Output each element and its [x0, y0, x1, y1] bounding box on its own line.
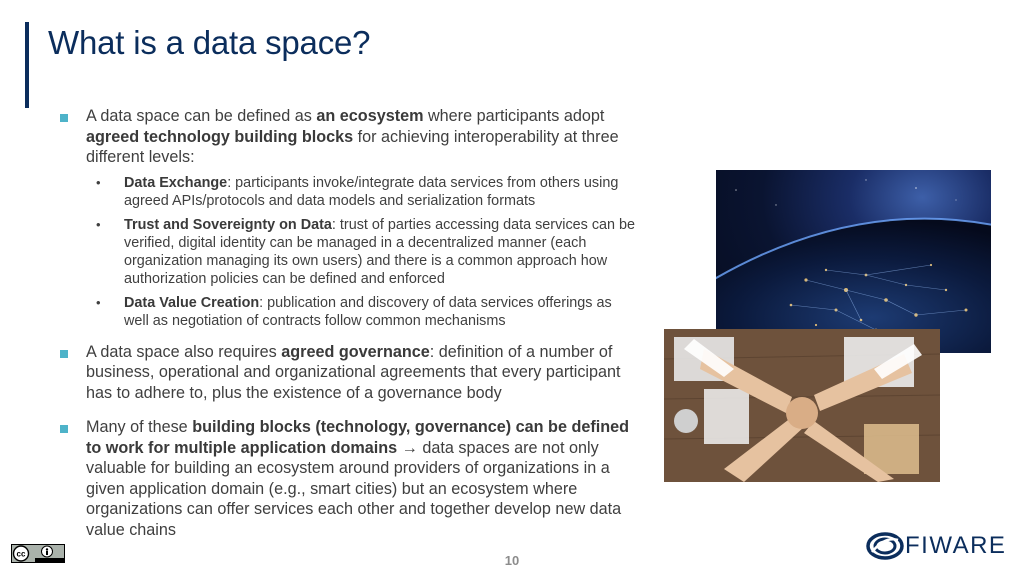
sub-bullet-text: : publication and discovery of data services offerings as well as negotiation of contracts follow common mechanisms	[124, 294, 612, 329]
bullet-ecosystem	[58, 106, 640, 330]
bullet-text-part: : definition of a number of business, operational and organizational agreements that every participant has to adhere to, plus the existence of a governance body	[86, 342, 621, 402]
bullet-text-part: → data spaces are not only valuable for building an ecosystem around providers of organizations in a given application domain (e.g., smart cities) but an ecosystem where organizations can offer services each other and together develop new data value chains	[86, 438, 622, 539]
page-number: 10	[504, 553, 520, 568]
bullet-building-blocks	[58, 417, 640, 540]
fiware-logo-text: FIWARE	[905, 532, 1007, 559]
sub-bullet-text: : participants invoke/integrate data services from others using agreed APIs/protocols and data models and serialization formats	[124, 174, 619, 209]
bullet-text-bold: building blocks (technology, governance) can be defined to work for multiple application domains	[86, 418, 630, 457]
slide-title: What is a data space?	[48, 24, 371, 61]
sub-bullet-term: Trust and Sovereignty on Data	[124, 216, 332, 233]
bullet-text-part: Many of these	[86, 418, 193, 436]
bullet-marker	[60, 425, 68, 433]
bullet-marker	[60, 350, 68, 358]
sub-bullet-list	[86, 174, 640, 330]
bullet-text-part: where participants adopt	[423, 107, 605, 125]
teamwork-illustration	[664, 329, 940, 482]
svg-text:cc: cc	[16, 549, 26, 559]
sub-bullet-trust-sovereignty	[86, 216, 640, 288]
bullet-text-part: A data space also requires	[86, 342, 282, 361]
sub-bullet-dot: •	[96, 294, 101, 310]
title-accent-bar	[25, 22, 29, 108]
bullet-text-part: A data space can be defined as	[86, 107, 317, 125]
bullet-text-bold: agreed technology building blocks	[86, 127, 354, 146]
sub-bullet-term: Data Exchange	[124, 174, 228, 191]
bullet-text	[86, 107, 619, 166]
fiware-logo	[866, 530, 1007, 562]
bullet-text-bold: agreed governance	[281, 342, 430, 361]
bullet-text-part: for achieving interoperability at three different levels:	[86, 127, 619, 166]
earth-network-illustration	[716, 170, 991, 353]
earth-network-image	[716, 170, 991, 353]
bullet-text-bold: an ecosystem	[316, 107, 424, 125]
sub-bullet-dot: •	[96, 216, 101, 232]
fiware-logo-icon	[866, 530, 904, 562]
sub-bullet-data-value-creation	[86, 294, 640, 330]
bullet-governance	[58, 342, 640, 404]
sub-bullet-text: : trust of parties accessing data services can be verified, digital identity can be managed in a decentralized manner (each organization managing its own users) and there is a common approach how authorization policies can be defined and enforced	[124, 216, 636, 287]
slide-content	[58, 106, 640, 540]
sub-bullet-term: Data Value Creation	[124, 294, 260, 311]
teamwork-hands-image	[664, 329, 940, 482]
sub-bullet-dot: •	[96, 174, 101, 190]
bullet-marker	[60, 114, 68, 122]
sub-bullet-data-exchange	[86, 174, 640, 210]
